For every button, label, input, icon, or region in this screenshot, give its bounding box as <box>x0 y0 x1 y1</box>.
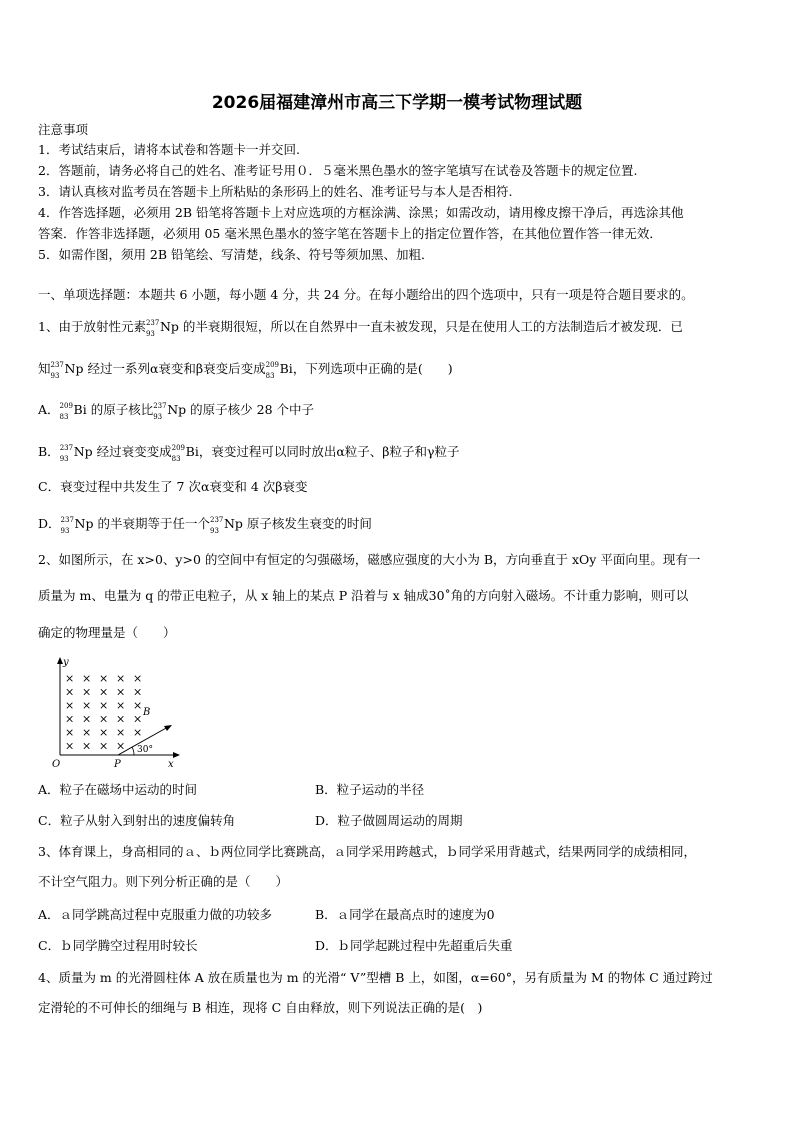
q1-option-d <box>38 515 758 535</box>
np-z: 93 <box>59 455 69 463</box>
np-z: 93 <box>209 527 219 535</box>
q2-line3: 确定的物理量是（ ） <box>38 625 176 640</box>
q1-option-c: C．衰变过程中共发生了 7 次α衰变和 4 次β衰变 <box>38 479 308 494</box>
field-cross: × <box>99 739 109 753</box>
np-mass: 237 <box>145 319 160 327</box>
field-cross: × <box>133 726 143 739</box>
np-z: 93 <box>153 413 163 421</box>
q4-line1: 4、质量为 m 的光滑圆柱体 A 放在质量也为 m 的光滑“ V”型槽 B 上，如图，α=60°，另有质量为 M 的物体 C 通过跨过 <box>38 970 713 985</box>
x-axis-arrow <box>173 752 180 758</box>
field-cross: × <box>133 712 143 726</box>
q1-text-d: 经过一系列α衰变和β衰变后变成 <box>87 361 266 376</box>
np-mass: 237 <box>209 516 224 524</box>
bi-symbol: Bi <box>73 402 87 417</box>
q1-b-text2: ，衰变过程可以同时放出α粒子、β粒子和γ粒子 <box>198 444 460 459</box>
bi-mass: 209 <box>59 402 73 410</box>
np-nuclide-numbers <box>59 443 74 463</box>
np-mass: 237 <box>153 402 167 410</box>
np-mass: 237 <box>50 361 64 369</box>
bi-symbol: Bi <box>185 444 199 459</box>
q1-a-label: A． <box>38 402 60 417</box>
np-z: 93 <box>60 527 70 535</box>
q2-option-d: D．粒子做圆周运动的周期 <box>315 813 463 828</box>
field-cross: × <box>99 672 109 685</box>
magnetic-field-figure <box>44 655 194 773</box>
np-symbol: Np <box>167 402 187 417</box>
np-z: 93 <box>145 330 155 338</box>
bi-mass: 209 <box>265 361 279 369</box>
field-cross: × <box>65 699 75 712</box>
q3-option-b: B．ａ同学在最高点时的速度为0 <box>315 907 495 922</box>
field-cross: × <box>99 685 109 699</box>
field-cross: × <box>116 712 126 726</box>
q3-option-d: D．ｂ同学起跳过程中先超重后失重 <box>315 938 513 953</box>
q3-line1: 3、体育课上，身高相同的ａ、ｂ两位同学比赛跳高，ａ同学采用跨越式，ｂ同学采用背越式，结果两同学的成绩相同， <box>38 844 696 859</box>
field-crosses <box>65 672 142 753</box>
notice-item-5: 5．如需作图，须用 2B 铅笔绘、写清楚，线条、符号等须加黑、加粗． <box>38 247 434 262</box>
field-cross: × <box>65 726 75 739</box>
field-cross: × <box>82 685 92 699</box>
notice-item-4: 4．作答选择题，必须用 2B 铅笔将答题卡上对应选项的方框涂满、涂黑；如需改动，请用橡皮擦干净后，再选涂其他 <box>38 205 684 220</box>
field-cross: × <box>65 739 75 753</box>
q1-text-a: 1、由于放射性元素 <box>38 319 146 334</box>
angle-arc <box>132 747 134 755</box>
q1-d-text2: 原子核发生衰变的时间 <box>246 516 372 531</box>
bi-z: 83 <box>171 455 181 463</box>
field-cross: × <box>82 739 92 753</box>
notice-item-1: 1．考试结束后，请将本试卷和答题卡一并交回. <box>38 142 300 157</box>
np-nuclide-numbers <box>153 401 167 421</box>
q2-option-c: C．粒子从射入到射出的速度偏转角 <box>38 813 236 828</box>
bi-nuclide-numbers <box>265 360 280 380</box>
q1-line1 <box>38 318 758 338</box>
q2-option-a: A．粒子在磁场中运动的时间 <box>38 782 198 797</box>
q1-a-text1: 的原子核比 <box>90 402 154 417</box>
q1-d-text1: 的半衰期等于任一个 <box>97 516 210 531</box>
q2-line1: 2、如图所示，在 x>0、y>0 的空间中有恒定的匀强磁场，磁感应强度的大小为 B，方向垂直于 xOy 平面向里。现有一 <box>38 552 701 567</box>
field-cross: × <box>65 712 75 726</box>
np-nuclide-numbers <box>60 515 75 535</box>
field-cross: × <box>99 712 109 726</box>
y-axis-label: y <box>63 657 69 668</box>
notice-heading: 注意事项 <box>38 122 89 137</box>
q1-option-b <box>38 443 758 463</box>
q3-option-c: C．ｂ同学腾空过程用时较长 <box>38 938 198 953</box>
np-nuclide-numbers <box>209 515 224 535</box>
np-nuclide-numbers <box>50 360 65 380</box>
field-cross: × <box>82 726 92 739</box>
point-p-label: P <box>114 759 121 770</box>
q1-text-c: 知 <box>38 361 51 376</box>
field-cross: × <box>82 712 92 726</box>
np-nuclide-numbers <box>145 318 160 338</box>
field-cross: × <box>133 672 143 685</box>
q2-option-b: B．粒子运动的半径 <box>315 782 425 797</box>
q2-line2: 质量为 m、电量为 q 的带正电粒子，从 x 轴上的某点 P 沿着与 x 轴成30˚角的方向射入磁场。不计重力影响，则可以 <box>38 588 689 603</box>
field-cross: × <box>116 739 126 753</box>
q1-b-label: B． <box>38 444 60 459</box>
field-cross: × <box>133 699 143 712</box>
bi-mass: 209 <box>171 444 186 452</box>
angle-label: 30° <box>137 745 153 755</box>
x-axis-label: x <box>168 759 174 770</box>
field-cross: × <box>99 726 109 739</box>
exam-title: 2026届福建漳州市高三下学期一模考试物理试题 <box>211 93 583 113</box>
field-cross: × <box>116 726 126 739</box>
q3-line2: 不计空气阻力。则下列分析正确的是（ ） <box>38 874 289 889</box>
bi-symbol: Bi <box>279 361 293 376</box>
notice-item-4-cont: 答案．作答非选择题，必须用 05 毫米黑色墨水的签字笔在答题卡上的指定位置作答，在其他位置作答一律无效． <box>38 226 662 241</box>
bi-nuclide-numbers <box>59 401 74 421</box>
q1-a-text2: 的原子核少 28 个中子 <box>190 402 315 417</box>
np-symbol: Np <box>159 319 179 334</box>
bi-nuclide-numbers <box>171 443 186 463</box>
q1-text-e: ，下列选项中正确的是( ) <box>292 361 453 376</box>
origin-label: O <box>52 759 61 770</box>
bi-z: 83 <box>59 413 69 421</box>
field-cross: × <box>116 699 126 712</box>
np-symbol: Np <box>73 444 93 459</box>
notice-item-2: 2．答题前，请务必将自己的姓名、准考证号用０．５毫米黑色墨水的签字笔填写在试卷及答题卡的规定位置. <box>38 163 638 178</box>
q1-line2 <box>38 360 758 380</box>
field-b-label: B <box>143 707 151 718</box>
q1-b-text1: 经过衰变变成 <box>96 444 172 459</box>
bi-z: 83 <box>265 372 275 380</box>
notice-item-3: 3．请认真核对监考员在答题卡上所粘贴的条形码上的姓名、准考证号与本人是否相符. <box>38 184 513 199</box>
q1-d-label: D． <box>38 516 61 531</box>
field-cross: × <box>82 672 92 685</box>
field-cross: × <box>82 699 92 712</box>
q1-text-b: 的半衰期很短，所以在自然界中一直未被发现，只是在使用人工的方法制造后才被发现．已 <box>182 319 683 334</box>
np-mass: 237 <box>59 444 74 452</box>
np-symbol: Np <box>64 361 84 376</box>
q1-option-a <box>38 401 758 421</box>
field-cross: × <box>116 672 126 685</box>
section-heading: 一、单项选择题：本题共 6 小题，每小题 4 分，共 24 分。在每小题给出的四个选项中，只有一项是符合题目要求的。 <box>38 287 694 302</box>
field-cross: × <box>65 685 75 699</box>
q4-line2: 定滑轮的不可伸长的细绳与 B 相连，现将 C 自由释放，则下列说法正确的是( ) <box>38 1000 483 1015</box>
field-cross: × <box>116 685 126 699</box>
q3-option-a: A．ａ同学跳高过程中克服重力做的功较多 <box>38 907 273 922</box>
field-cross: × <box>65 672 75 685</box>
np-mass: 237 <box>60 516 74 524</box>
np-symbol: Np <box>223 516 243 531</box>
np-symbol: Np <box>74 516 94 531</box>
field-cross: × <box>99 699 109 712</box>
field-cross: × <box>133 685 143 699</box>
np-z: 93 <box>50 372 60 380</box>
